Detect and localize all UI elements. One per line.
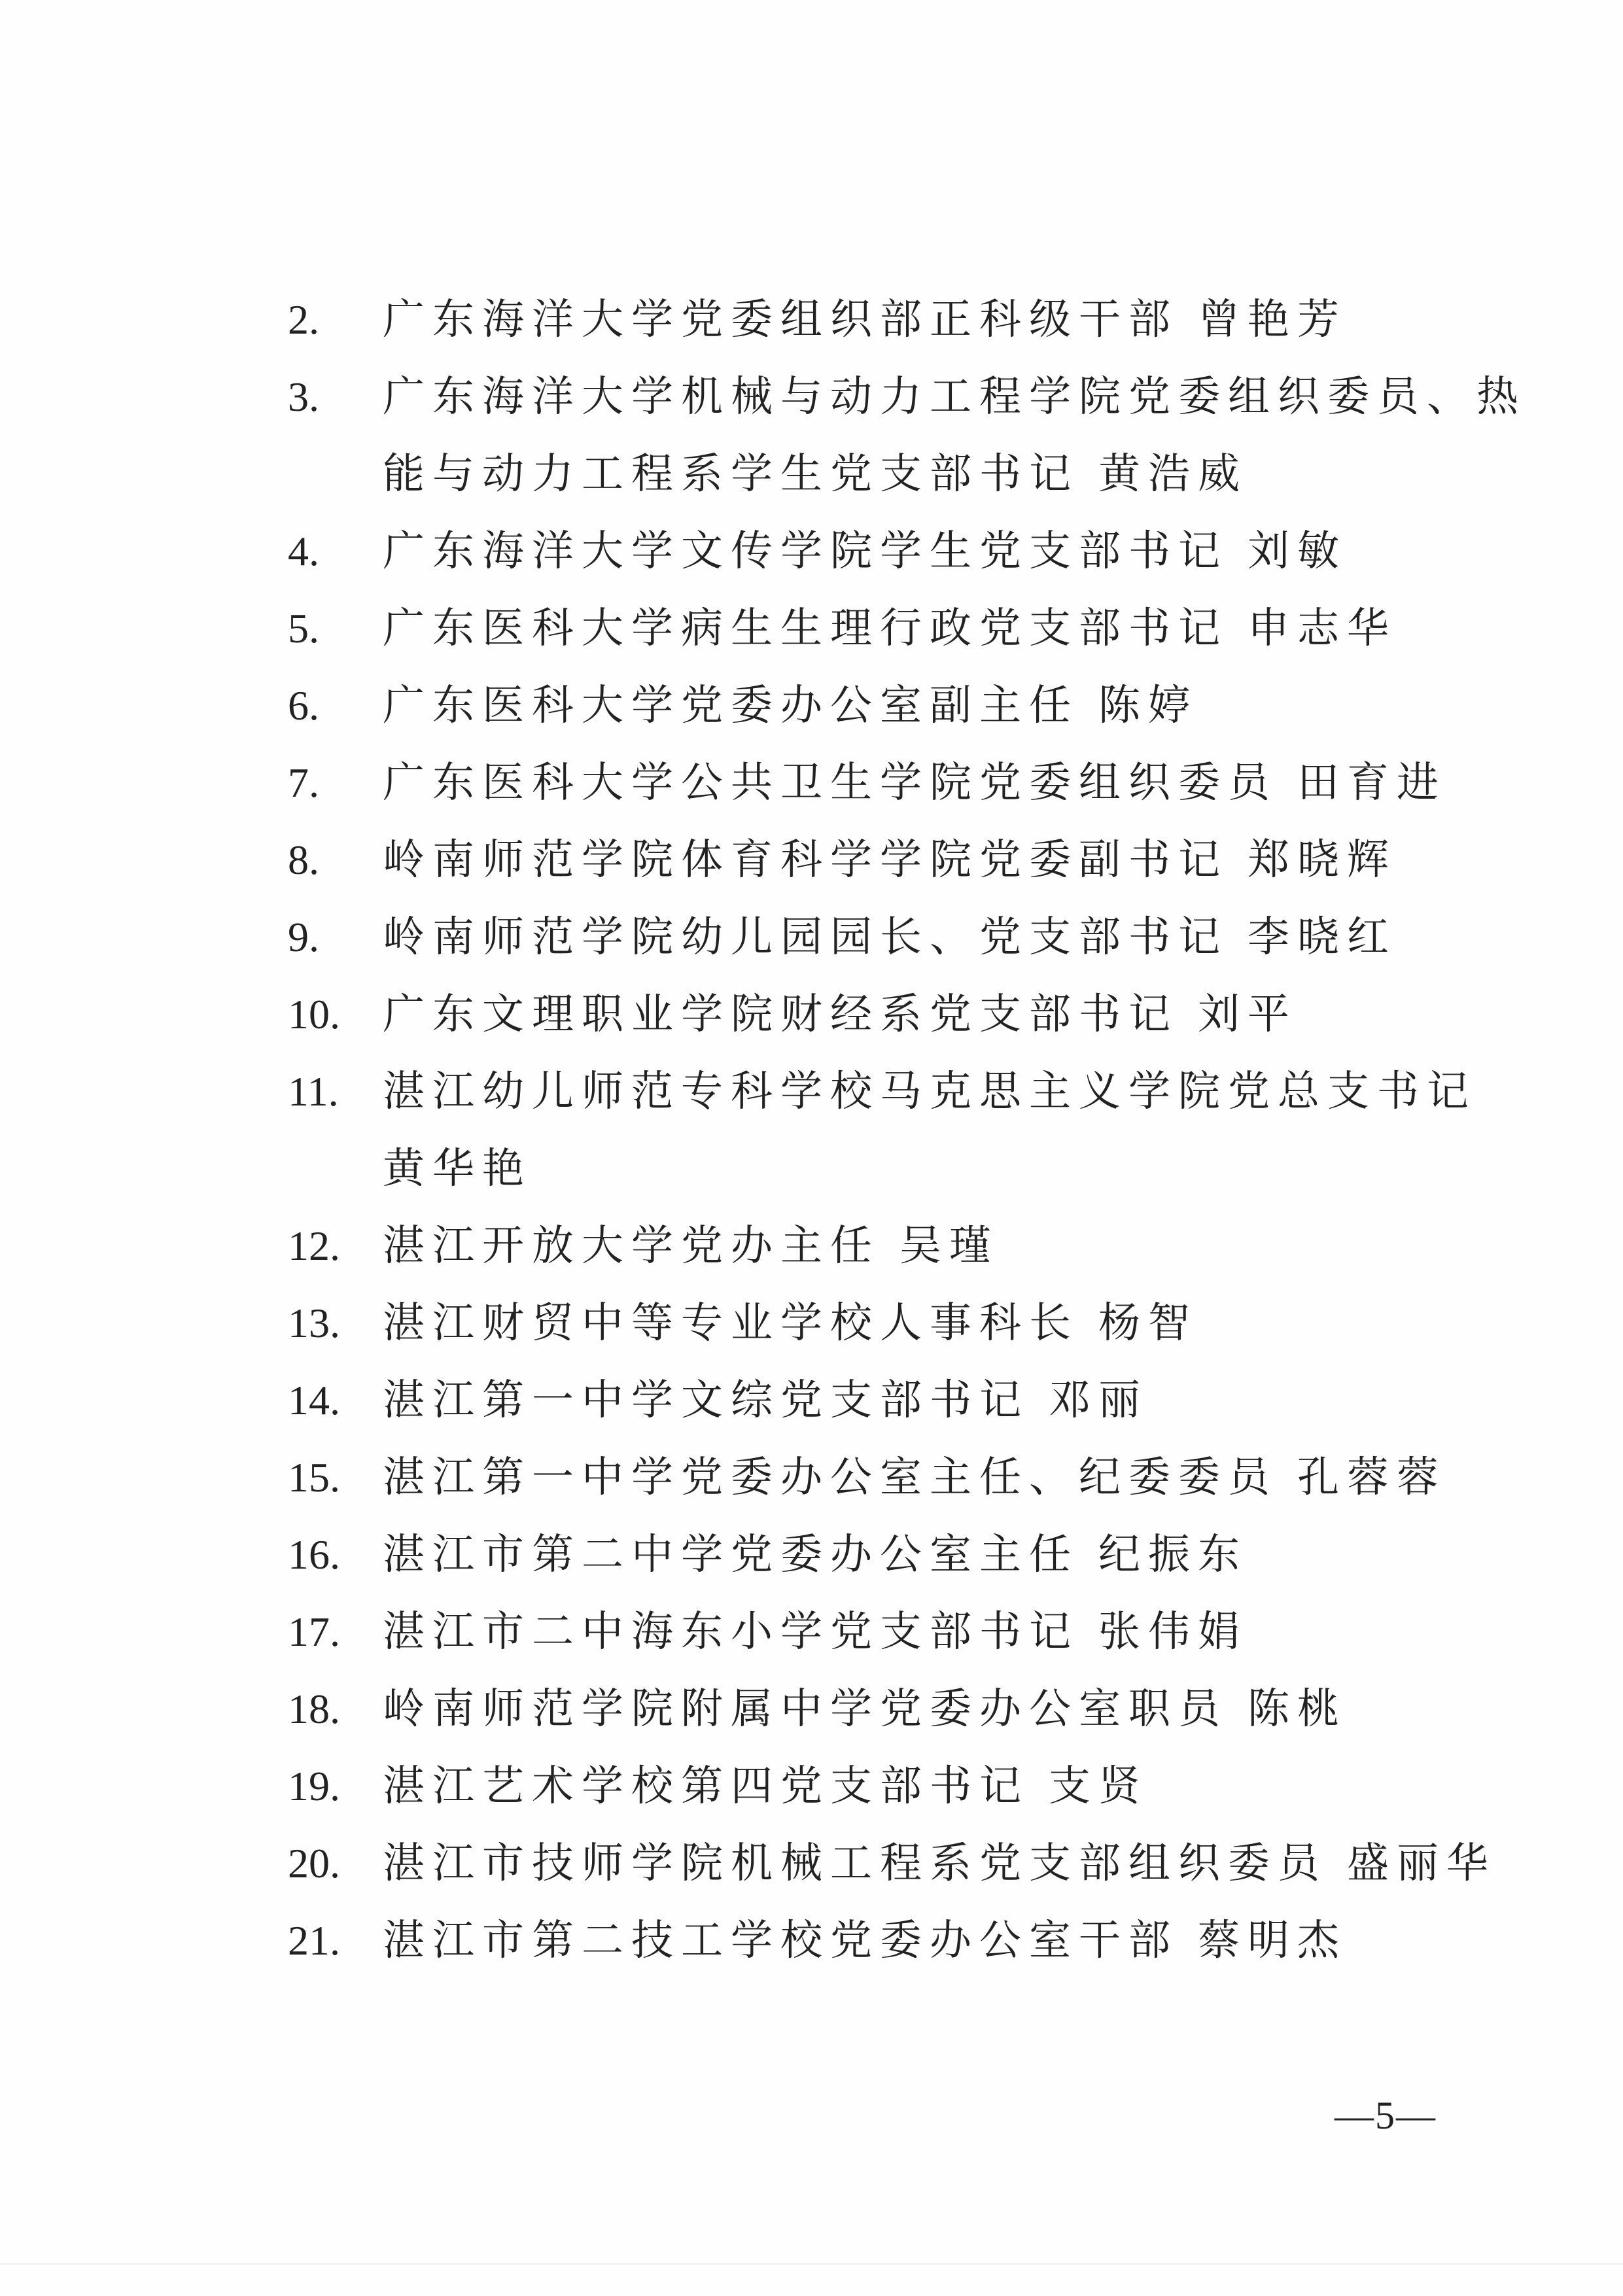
item-text-line (383, 822, 1465, 899)
person-name: 陈婷 (1098, 682, 1198, 730)
item-text-line (383, 1825, 1496, 1902)
list-item (288, 744, 1465, 822)
item-number: 2. (288, 296, 319, 343)
person-name: 吴瑾 (899, 1222, 999, 1270)
list-item (288, 1825, 1496, 1902)
person-name: 蔡明杰 (1198, 1917, 1347, 1965)
item-number: 11. (288, 1068, 339, 1115)
item-number: 6. (288, 682, 319, 729)
item-text: 湛江第一中学文综党支部书记 (383, 1376, 1029, 1425)
item-text-line (383, 436, 1465, 513)
item-text: 湛江市第二技工学校党委办公室干部 (383, 1917, 1178, 1965)
item-text-line (383, 1285, 1465, 1362)
list-item (288, 667, 1465, 744)
person-name: 纪振东 (1098, 1531, 1248, 1579)
item-text: 广东文理职业学院财经系党支部书记 (383, 990, 1178, 1039)
item-number: 16. (288, 1531, 340, 1578)
item-number: 8. (288, 837, 319, 883)
person-name: 支贤 (1049, 1762, 1148, 1811)
item-text: 岭南师范学院幼儿园园长、党支部书记 (383, 913, 1228, 962)
item-text-line (383, 513, 1465, 590)
item-text-line (383, 1593, 1465, 1671)
item-text: 广东海洋大学机械与动力工程学院党委组织委员、热 (383, 373, 1526, 421)
scan-edge (0, 2263, 1623, 2265)
person-name: 陈桃 (1248, 1685, 1347, 1733)
list-item (288, 899, 1465, 976)
item-text: 岭南师范学院附属中学党委办公室职员 (383, 1685, 1228, 1733)
list-item (288, 1902, 1465, 1979)
item-text: 能与动力工程系学生党支部书记 (383, 450, 1079, 498)
list-item (288, 1285, 1465, 1362)
item-text-line (383, 1439, 1465, 1516)
list-item (288, 590, 1465, 667)
list-item (288, 513, 1465, 590)
item-text: 广东医科大学病生生理行政党支部书记 (383, 604, 1228, 653)
item-text: 湛江市第二中学党委办公室主任 (383, 1531, 1079, 1579)
list-item (288, 358, 1526, 513)
nominee-list (288, 281, 1526, 1979)
item-text: 湛江幼儿师范专科学校马克思主义学院党总支书记 (383, 1068, 1476, 1116)
item-text-line (383, 1516, 1465, 1593)
item-text-line (383, 899, 1465, 976)
item-text: 湛江市技师学院机械工程系党支部组织委员 (383, 1839, 1327, 1888)
person-name: 李晓红 (1248, 913, 1397, 962)
list-item (288, 822, 1465, 899)
item-text: 湛江开放大学党办主任 (383, 1222, 880, 1270)
person-name: 申志华 (1248, 604, 1397, 653)
person-name: 刘平 (1198, 990, 1297, 1039)
list-item (288, 1053, 1476, 1208)
item-number: 17. (288, 1609, 340, 1655)
item-number: 19. (288, 1763, 340, 1809)
item-text-line (383, 1671, 1465, 1748)
item-number: 3. (288, 374, 319, 420)
person-name: 田育进 (1297, 759, 1446, 807)
list-item (288, 281, 1465, 358)
list-item (288, 1439, 1465, 1516)
list-item (288, 1748, 1465, 1825)
item-number: 10. (288, 991, 340, 1037)
person-name: 盛丽华 (1347, 1839, 1496, 1888)
item-number: 13. (288, 1300, 340, 1346)
item-number: 5. (288, 605, 319, 652)
item-text: 湛江财贸中等专业学校人事科长 (383, 1299, 1079, 1348)
item-number: 20. (288, 1840, 340, 1887)
item-text: 广东医科大学党委办公室副主任 (383, 682, 1079, 730)
item-text: 岭南师范学院体育科学学院党委副书记 (383, 836, 1228, 884)
person-name: 邓丽 (1049, 1376, 1148, 1425)
item-number: 14. (288, 1377, 340, 1423)
person-name: 张伟娟 (1098, 1608, 1248, 1656)
item-text-line (383, 590, 1465, 667)
list-item (288, 1671, 1465, 1748)
person-name: 孔蓉蓉 (1297, 1453, 1446, 1502)
item-number: 7. (288, 759, 319, 806)
item-text-line (383, 1130, 1465, 1208)
item-text-line (383, 281, 1465, 358)
person-name: 刘敏 (1248, 527, 1347, 576)
list-item (288, 1593, 1465, 1671)
item-text-line (383, 1748, 1465, 1825)
list-item (288, 1362, 1465, 1439)
person-name: 黄浩威 (1098, 450, 1248, 498)
item-number: 4. (288, 528, 319, 574)
item-text-line (383, 744, 1465, 822)
item-text: 广东医科大学公共卫生学院党委组织委员 (383, 759, 1278, 807)
page-number: —5— (1335, 2094, 1437, 2137)
item-text-line (383, 1362, 1465, 1439)
item-text: 广东海洋大学文传学院学生党支部书记 (383, 527, 1228, 576)
item-text-line (383, 1053, 1476, 1130)
item-text: 湛江第一中学党委办公室主任、纪委委员 (383, 1453, 1278, 1502)
item-number: 21. (288, 1917, 340, 1964)
item-number: 12. (288, 1223, 340, 1269)
person-name: 曾艳芳 (1198, 296, 1347, 344)
item-number: 15. (288, 1454, 340, 1501)
item-text: 湛江艺术学校第四党支部书记 (383, 1762, 1029, 1811)
person-name: 杨智 (1098, 1299, 1198, 1348)
item-text-line (383, 667, 1465, 744)
item-text-line (383, 1208, 1465, 1285)
item-text-line (383, 1902, 1465, 1979)
person-name: 郑晓辉 (1248, 836, 1397, 884)
item-text: 湛江市二中海东小学党支部书记 (383, 1608, 1079, 1656)
list-item (288, 1516, 1465, 1593)
list-item (288, 1208, 1465, 1285)
item-number: 18. (288, 1686, 340, 1732)
person-name: 黄华艳 (383, 1145, 532, 1193)
item-text-line (383, 358, 1526, 436)
item-number: 9. (288, 914, 319, 960)
item-text: 广东海洋大学党委组织部正科级干部 (383, 296, 1178, 344)
item-text-line (383, 976, 1465, 1053)
list-item (288, 976, 1465, 1053)
